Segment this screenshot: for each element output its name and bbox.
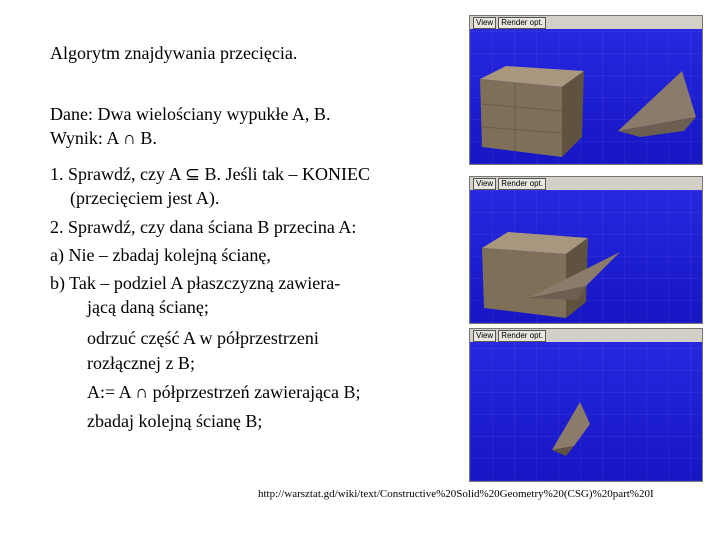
render-options-button[interactable]: Render opt. [498, 330, 546, 342]
given-line: Dane: Dwa wielościany wypukłe A, B. [50, 104, 331, 124]
viewport-menu-bar [470, 16, 702, 30]
scene-cube-and-cone [470, 29, 702, 164]
view-menu-button[interactable]: View [473, 330, 496, 342]
result-line: Wynik: A ∩ B. [50, 128, 157, 148]
step-2b-cont-1: jącą daną ścianę; [87, 297, 209, 317]
step-2b-cont-4: A:= A ∩ półprzestrzeń zawierająca B; [87, 382, 361, 402]
view-menu-button[interactable]: View [473, 178, 496, 190]
render-options-button[interactable]: Render opt. [498, 17, 546, 29]
slide-title: Algorytm znajdywania przecięcia. [50, 43, 298, 63]
viewport-menu-bar [470, 329, 702, 343]
step-2b-cont-3: rozłącznej z B; [87, 353, 195, 373]
view-menu-button[interactable]: View [473, 17, 496, 29]
cube-front-face [482, 248, 566, 318]
source-url: http://warsztat.gd/wiki/text/Constructive%20Solid%20Geometry%20(CSG)%20part%20I [258, 488, 654, 500]
viewport-1 [469, 15, 703, 165]
scene-intersection [470, 342, 702, 481]
cube-front-face [480, 79, 562, 157]
step-2-line: 2. Sprawdź, czy dana ściana B przecina A: [50, 217, 357, 237]
viewport-menu-bar [470, 177, 702, 191]
step-1-continuation: (przecięciem jest A). [70, 188, 220, 208]
step-2b-cont-5: zbadaj kolejną ścianę B; [87, 411, 263, 431]
render-options-button[interactable]: Render opt. [498, 178, 546, 190]
step-1-line: 1. Sprawdź, czy A ⊆ B. Jeśli tak – KONIEC [50, 164, 371, 184]
render-canvas [470, 342, 702, 481]
step-2b-line: b) Tak – podziel A płaszczyzną zawiera- [50, 273, 341, 293]
render-canvas [470, 190, 702, 323]
step-2b-cont-2: odrzuć część A w półprzestrzeni [87, 328, 319, 348]
render-canvas [470, 29, 702, 164]
scene-cone-in-cube [470, 190, 702, 323]
step-2a-line: a) Nie – zbadaj kolejną ścianę, [50, 245, 271, 265]
intersection-shape [552, 402, 590, 450]
viewport-2 [469, 176, 703, 324]
viewport-3 [469, 328, 703, 482]
